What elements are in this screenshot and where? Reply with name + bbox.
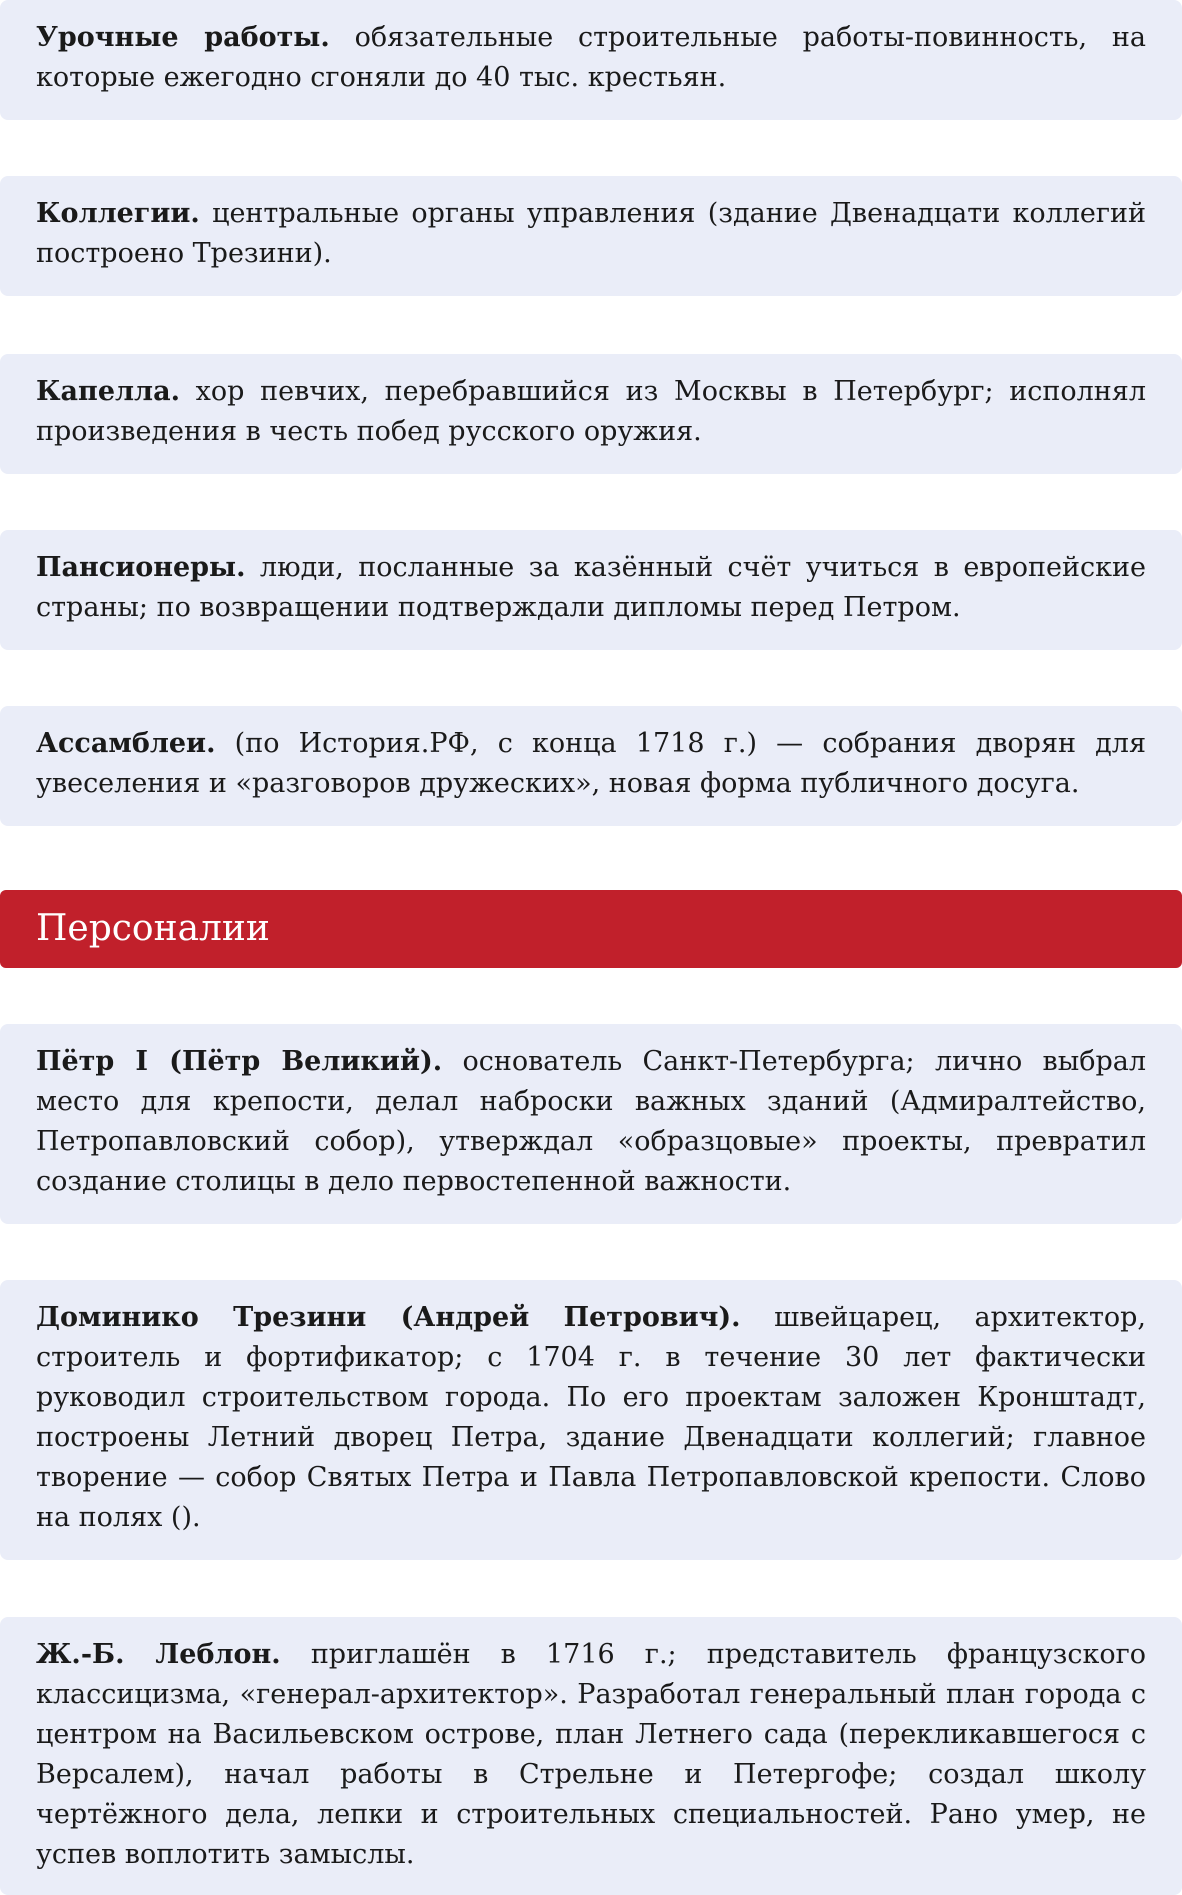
person-card-leblon xyxy=(0,1617,1182,1895)
person-description: основатель Санкт-Петербурга; лично выбрал место для крепости, делал наброски важных зданий (Адмиралтейство, Петропавловский собор), утверждал «образцовые» проекты, превратил создание столицы в дело первостепенной важности. xyxy=(36,1046,1146,1197)
term-title: Пансионеры. xyxy=(36,552,246,583)
term-title: Капелла. xyxy=(36,376,180,407)
person-description: швейцарец, архитектор, строитель и фортификатор; с 1704 г. в течение 30 лет фактически руководил строительством города. По его проектам заложен Кронштадт, построены Летний дворец Петра, здание Двенадцати коллегий; главное творение — собор Святых Петра и Павла Петропавловской крепости. Слово на полях (). xyxy=(36,1302,1147,1533)
term-card-assamblei xyxy=(0,706,1182,826)
term-definition: (по История.РФ, с конца 1718 г.) — собрания дворян для увеселения и «разговоров дружеских», новая форма публичного досуга. xyxy=(36,728,1146,799)
person-name: Ж.-Б. Леблон. xyxy=(36,1639,281,1670)
term-card-urochnye-raboty xyxy=(0,0,1182,120)
term-definition: хор певчих, перебравшийся из Москвы в Петербург; исполнял произведения в честь побед русского оружия. xyxy=(36,376,1146,447)
term-card-kapella xyxy=(0,354,1182,474)
person-card-trezini xyxy=(0,1280,1182,1560)
term-card-pansionery xyxy=(0,530,1182,650)
person-description: приглашён в 1716 г.; представитель французского классицизма, «генерал-архитектор». Разработал генеральный план города с центром на Васильевском острове, план Летнего сада (перекликавшегося с Версалем), начал работы в Стрельне и Петергофе; создал школу чертёжного дела, лепки и строительных специальностей. Рано умер, не успев воплотить замыслы. xyxy=(36,1639,1146,1870)
section-title: Персоналии xyxy=(36,908,270,949)
term-definition: обязательные строительные работы-повинность, на которые ежегодно сгоняли до 40 тыс. крестьян. xyxy=(36,22,1146,93)
term-definition: люди, посланные за казённый счёт учиться в европейские страны; по возвращении подтверждали дипломы перед Петром. xyxy=(36,552,1146,623)
term-title: Урочные работы. xyxy=(36,22,330,53)
term-definition: центральные органы управления (здание Двенадцати коллегий построено Трезини). xyxy=(36,198,1146,269)
term-card-kollegii xyxy=(0,176,1182,296)
term-title: Коллегии. xyxy=(36,198,200,229)
section-header-personalii xyxy=(0,890,1182,968)
person-name: Пётр I (Пётр Великий). xyxy=(36,1046,443,1077)
person-card-petr-i xyxy=(0,1024,1182,1224)
term-title: Ассамблеи. xyxy=(36,728,216,759)
person-name: Доминико Трезини (Андрей Петрович). xyxy=(36,1302,741,1333)
